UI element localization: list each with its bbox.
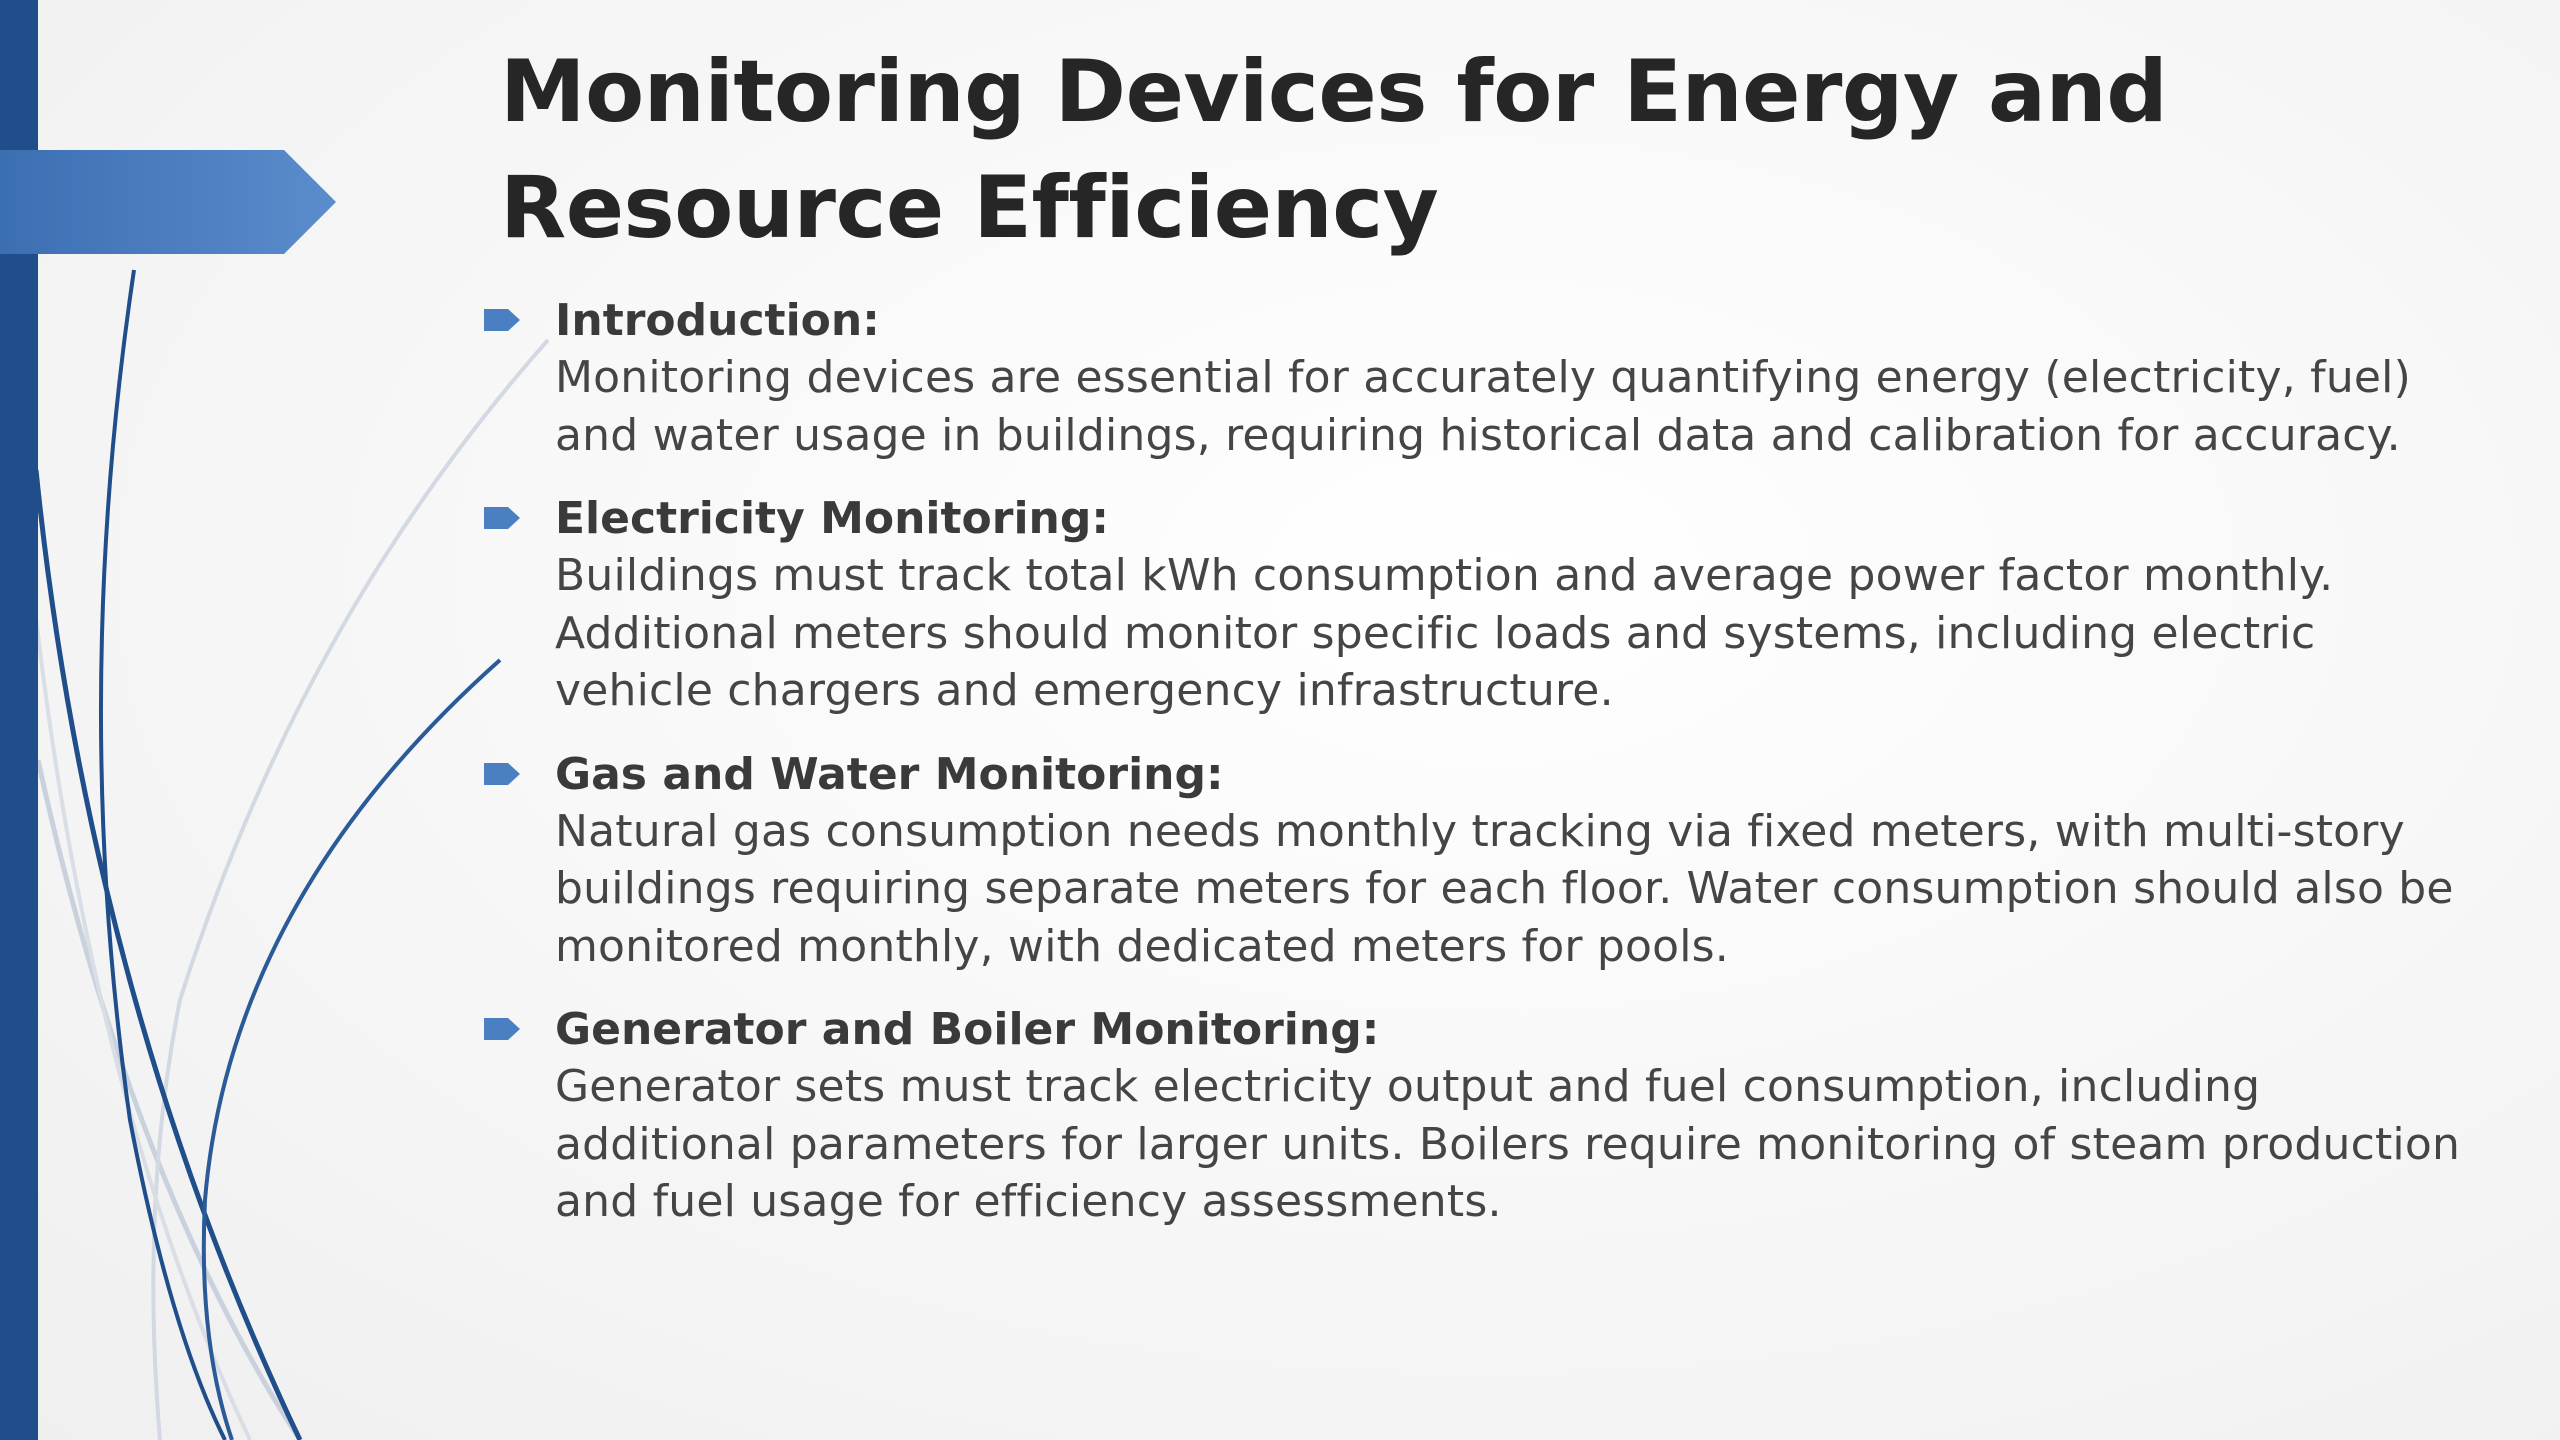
bullet-heading: Gas and Water Monitoring: — [555, 748, 1224, 800]
bullet-heading: Electricity Monitoring: — [555, 493, 1109, 544]
bullet-arrow-icon — [484, 1018, 520, 1040]
bullet-body: Monitoring devices are essential for accurately quantifying energy (electricity, fuel) and water usage in buildings, requiring historical data and calibration for accuracy. — [555, 352, 2411, 461]
bullet-item-electricity — [484, 490, 2484, 720]
bullet-heading: Generator and Boiler Monitoring: — [555, 1004, 1380, 1055]
bullet-item-introduction — [484, 292, 2484, 464]
bullet-item-gas-water — [484, 746, 2484, 976]
bullet-arrow-icon — [484, 763, 520, 785]
bullet-list — [484, 292, 2484, 1257]
bullet-body: Natural gas consumption needs monthly tracking via fixed meters, with multi-story buildings requiring separate meters for each floor. Water consumption should also be monitored monthly, with dedicated meters for pools. — [555, 805, 2454, 972]
decorative-curve — [38, 760, 300, 1440]
bullet-arrow-icon — [484, 507, 520, 529]
decorative-curve — [101, 270, 225, 1440]
decorative-curve — [36, 470, 300, 1440]
page-title — [500, 34, 2460, 266]
bullet-body: Generator sets must track electricity output and fuel consumption, including additional parameters for larger units. Boilers require monitoring of steam production and fuel usage for efficiency assessments. — [555, 1061, 2461, 1227]
bullet-body: Buildings must track total kWh consumption and average power factor monthly. Additional meters should monitor specific loads and systems, including electric vehicle chargers and emergency infrastructure. — [555, 550, 2334, 716]
bullet-item-generator-boiler — [484, 1001, 2484, 1231]
decorative-side-graphic — [0, 0, 560, 1440]
bullet-arrow-icon — [484, 309, 520, 331]
bullet-heading: Introduction: — [555, 295, 880, 346]
arrow-banner — [0, 150, 336, 254]
title-line-2: Resource Efficiency — [500, 158, 1439, 258]
title-line-1: Monitoring Devices for Energy and — [500, 42, 2168, 142]
